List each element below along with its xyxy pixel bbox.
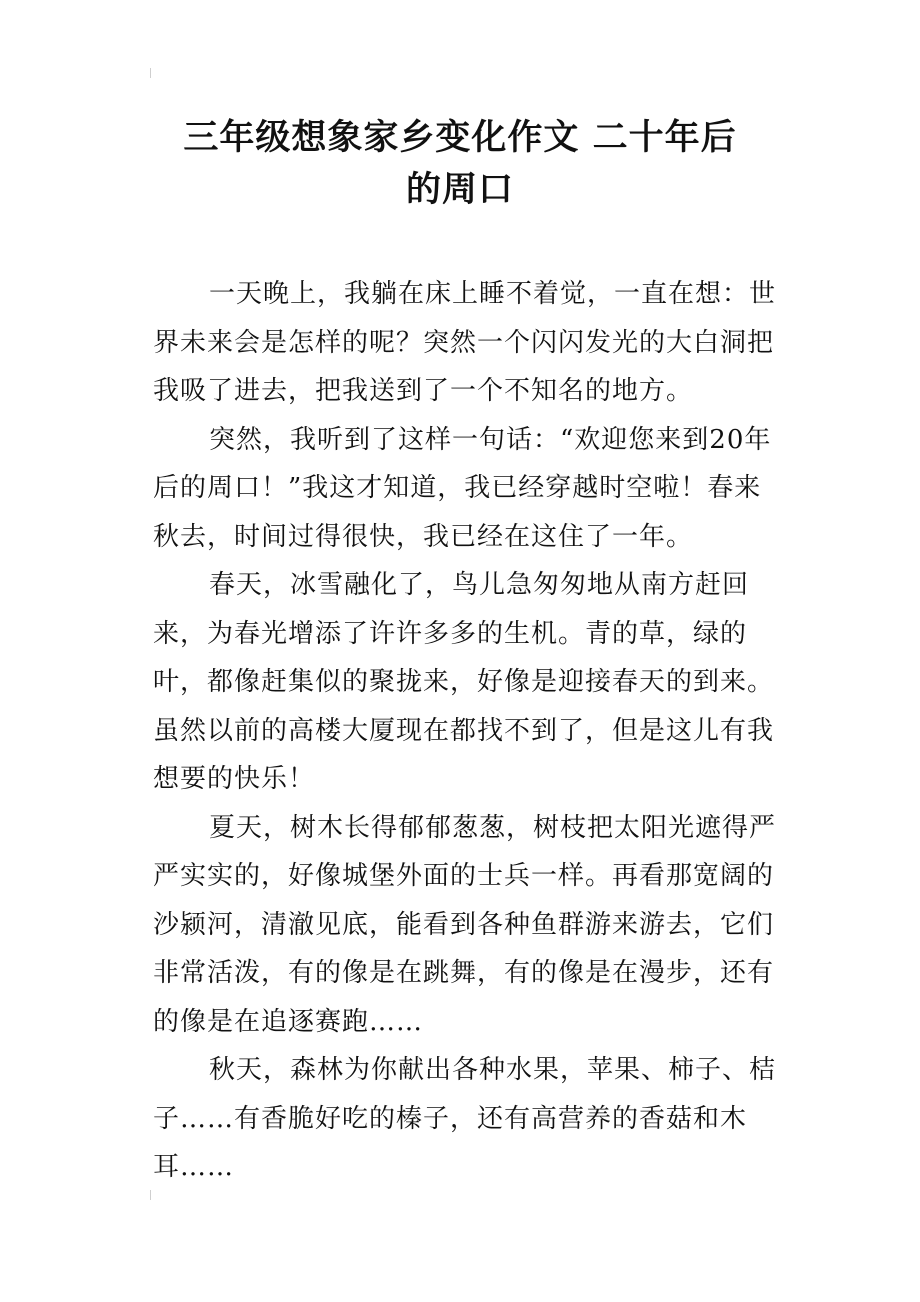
title-line-1: 三年级想象家乡变化作文 二十年后	[183, 118, 737, 158]
paragraph: 春天，冰雪融化了，鸟儿急匆匆地从南方赶回来，为春光增添了许许多多的生机。青的草，绿的叶，都像赶集似的聚拢来，好像是迎接春天的到来。虽然以前的高楼大厦现在都找不到了，但是这儿有我想要的快乐！	[153, 570, 775, 794]
title-line-2: 的周口	[405, 170, 514, 210]
paragraph: 一天晚上，我躺在床上睡不着觉，一直在想：世界未来会是怎样的呢？突然一个闪闪发光的大白洞把我吸了进去，把我送到了一个不知名的地方。	[153, 279, 777, 406]
paragraph: 突然，我听到了这样一句话：“欢迎您来到20年后的周口！”我这才知道，我已经穿越时空啦！春来秋去，时间过得很快，我已经在这住了一年。	[153, 424, 772, 552]
paragraph: 秋天，森林为你献出各种水果，苹果、柿子、桔子……有香脆好吃的榛子，还有高营养的香菇和木耳……	[153, 1055, 777, 1182]
crop-mark-bottom	[150, 1190, 157, 1200]
document-title	[150, 112, 770, 216]
crop-mark-top	[150, 68, 157, 78]
paragraph: 夏天，树木长得郁郁葱葱，树枝把太阳光遮得严严实实的，好像城堡外面的士兵一样。再看那宽阔的沙颍河，清澈见底，能看到各种鱼群游来游去，它们非常活泼，有的像是在跳舞，有的像是在漫步，还有的像是在追逐赛跑……	[153, 812, 777, 1037]
article-body	[153, 270, 783, 1192]
